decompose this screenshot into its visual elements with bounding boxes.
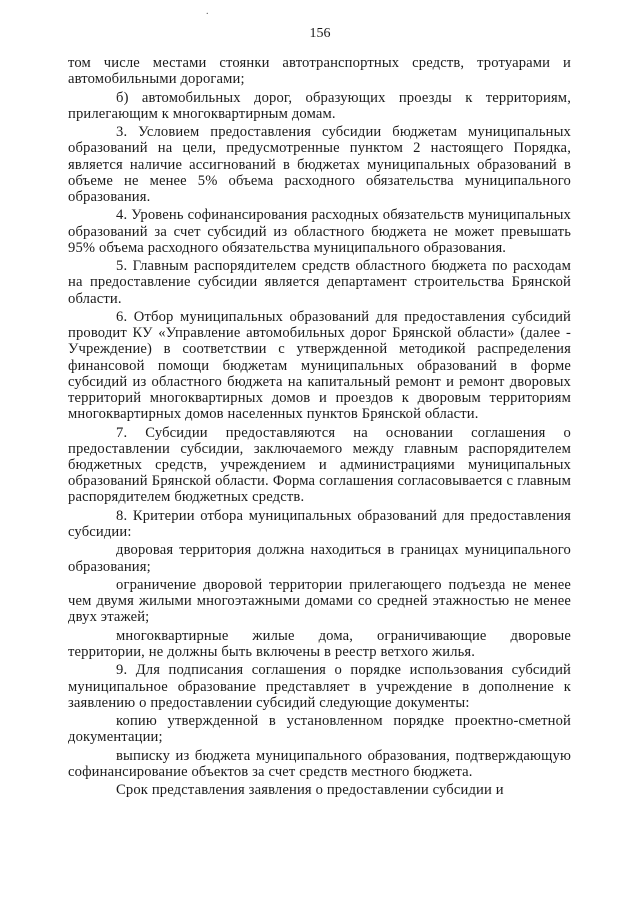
paragraph: 8. Критерии отбора муниципальных образований для предоставления субсидии: <box>68 507 571 540</box>
paragraph: б) автомобильных дорог, образующих проезды к территориям, прилегающим к многоквартирным домам. <box>68 89 571 122</box>
paragraph: выписку из бюджета муниципального образования, подтверждающую софинансирование объектов за счет средств местного бюджета. <box>68 747 571 780</box>
paragraph: том числе местами стоянки автотранспортных средств, тротуарами и автомобильными дорогами; <box>68 55 571 88</box>
paragraph: 5. Главным распорядителем средств областного бюджета по расходам на предоставление субсидии является департамент строительства Брянской области. <box>68 258 571 307</box>
paragraph: Срок представления заявления о предоставлении субсидии и <box>116 782 504 799</box>
page-number: 156 <box>309 26 331 41</box>
scan-mark: . <box>206 6 209 17</box>
document-body <box>68 55 571 801</box>
paragraph: 9. Для подписания соглашения о порядке использования субсидий муниципальное образование представляет в учреждение в дополнение к заявлению о предоставлении субсидий следующие документы: <box>68 662 571 711</box>
paragraph: многоквартирные жилые дома, ограничивающие дворовые территории, не должны быть включены в реестр ветхого жилья. <box>68 627 571 660</box>
paragraph: копию утвержденной в установленном порядке проектно-сметной документации; <box>68 713 571 746</box>
paragraph: 7. Субсидии предоставляются на основании соглашения о предоставлении субсидии, заключаемого между главным распорядителем бюджетных средств, учреждением и администрациями муниципальных образований Брянской области. Форма соглашения согласовывается с главным распорядителем бюджетных средств. <box>68 424 571 506</box>
paragraph: 3. Условием предоставления субсидии бюджетам муниципальных образований на цели, предусмотренные пунктом 2 настоящего Порядка, является наличие ассигнований в бюджетах муниципальных образований в объеме не менее 5% объема расходного обязательства муниципального образования. <box>68 124 571 205</box>
paragraph: ограничение дворовой территории прилегающего подъезда не менее чем двумя жилыми многоэтажными домами со средней этажностью не менее двух этажей; <box>68 576 571 626</box>
paragraph: 4. Уровень софинансирования расходных обязательств муниципальных образований за счет субсидий из областного бюджета не может превышать 95% объема расходного обязательства муниципального образования. <box>68 207 571 256</box>
paragraph: дворовая территория должна находиться в границах муниципального образования; <box>68 542 571 575</box>
paragraph: 6. Отбор муниципальных образований для предоставления субсидий проводит КУ «Управление автомобильных дорог Брянской области» (далее - Учреждение) в соответствии с утвержденной методикой распределения финансовой помощи бюджетам муниципальных образований в форме субсидий из областного бюджета на капитальный ремонт и ремонт дворовых территорий многоквартирных домов и проездов к дворовым территориям многоквартирных домов населенных пунктов Брянской области. <box>68 308 571 423</box>
